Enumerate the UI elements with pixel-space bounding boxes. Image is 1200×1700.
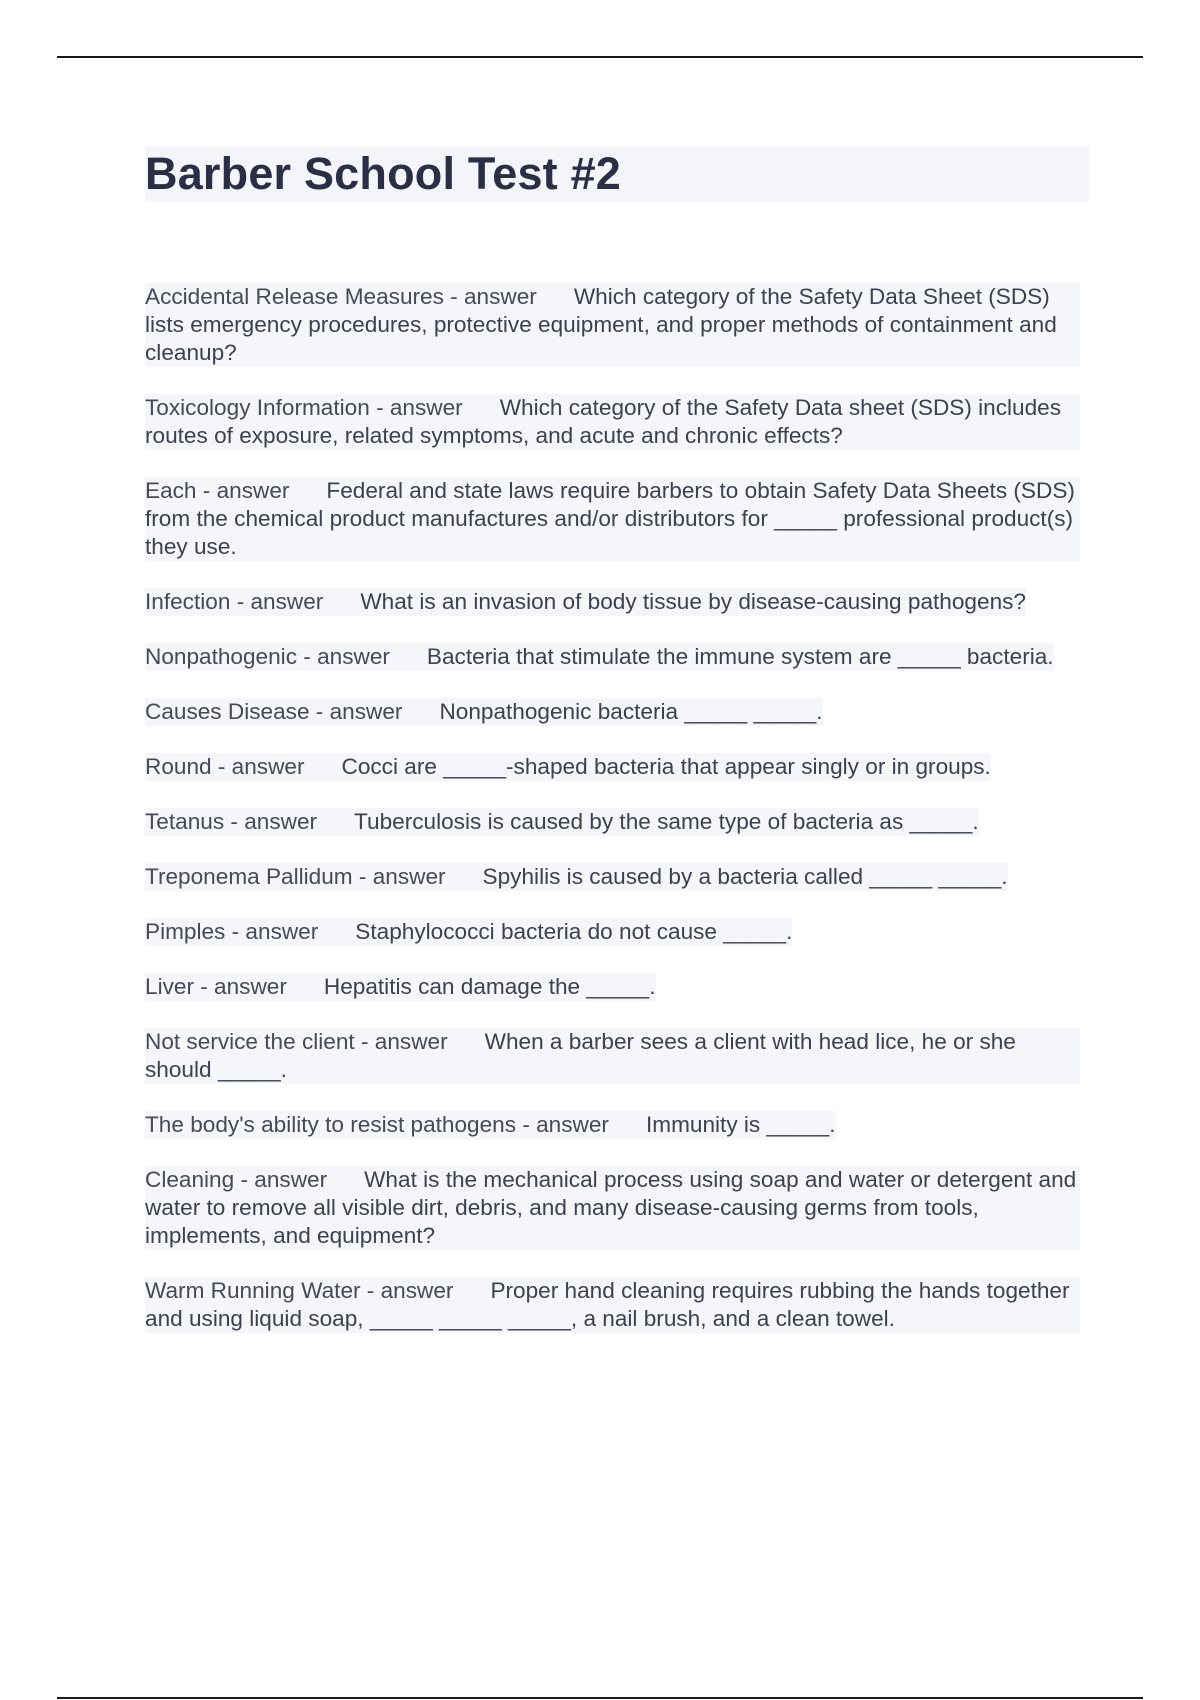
qa-item <box>145 973 656 1001</box>
qa-answer: Nonpathogenic - answer <box>145 644 390 669</box>
qa-answer: Causes Disease - answer <box>145 699 403 724</box>
qa-question: Tuberculosis is caused by the same type of bacteria as _____. <box>354 809 979 834</box>
qa-answer: Tetanus - answer <box>145 809 318 834</box>
page-title: Barber School Test #2 <box>145 148 622 199</box>
title-block <box>145 146 1089 202</box>
qa-question: Cocci are _____-shaped bacteria that appear singly or in groups. <box>341 754 991 779</box>
qa-item <box>145 698 823 726</box>
qa-item <box>145 643 1054 671</box>
bottom-rule <box>57 1697 1143 1699</box>
qa-question: What is the mechanical process using soap and water or detergent and water to remove all visible dirt, debris, and many disease-causing germs from tools, implements, and equipment? <box>145 1167 1077 1248</box>
qa-question: What is an invasion of body tissue by disease-causing pathogens? <box>360 589 1026 614</box>
qa-question: Immunity is _____. <box>645 1112 836 1137</box>
qa-answer: Cleaning - answer <box>145 1167 328 1192</box>
qa-item <box>145 394 1080 450</box>
qa-answer: Toxicology Information - answer <box>145 395 463 420</box>
qa-answer: Infection - answer <box>145 589 324 614</box>
qa-answer: Warm Running Water - answer <box>145 1278 454 1303</box>
qa-question: Staphylococci bacteria do not cause _____. <box>355 919 793 944</box>
qa-question: Proper hand cleaning requires rubbing the hands together and using liquid soap, _____ _____ _____, a nail brush, and a clean towel. <box>145 1278 1070 1331</box>
qa-item <box>145 1277 1080 1333</box>
qa-answer: Each - answer <box>145 478 290 503</box>
qa-question: Bacteria that stimulate the immune system are _____ bacteria. <box>426 644 1054 669</box>
qa-question: Which category of the Safety Data sheet (SDS) includes routes of exposure, related symptoms, and acute and chronic effects? <box>145 395 1062 448</box>
qa-item <box>145 588 1026 616</box>
qa-item <box>145 1028 1080 1084</box>
qa-item <box>145 1166 1080 1250</box>
qa-question: Nonpathogenic bacteria _____ _____. <box>439 699 823 724</box>
qa-answer: Liver - answer <box>145 974 287 999</box>
qa-item <box>145 1111 836 1139</box>
qa-question: When a barber sees a client with head lice, he or she should _____. <box>145 1029 1016 1082</box>
top-rule <box>57 56 1143 58</box>
qa-item <box>145 918 792 946</box>
qa-question: Which category of the Safety Data Sheet (SDS) lists emergency procedures, protective equipment, and proper methods of containment and cleanup? <box>145 284 1057 365</box>
qa-item <box>145 808 979 836</box>
qa-item <box>145 477 1080 561</box>
qa-answer: Treponema Pallidum - answer <box>145 864 446 889</box>
qa-answer: Accidental Release Measures - answer <box>145 284 537 309</box>
qa-item <box>145 283 1080 367</box>
qa-item <box>145 753 991 781</box>
qa-question: Spyhilis is caused by a bacteria called _____ _____. <box>482 864 1008 889</box>
qa-question: Hepatitis can damage the _____. <box>323 974 656 999</box>
qa-answer: The body's ability to resist pathogens - answer <box>145 1112 609 1137</box>
qa-question: Federal and state laws require barbers to obtain Safety Data Sheets (SDS) from the chemical product manufactures and/or distributors for _____ professional product(s) they use. <box>145 478 1075 559</box>
qa-item <box>145 863 1008 891</box>
qa-answer: Not service the client - answer <box>145 1029 448 1054</box>
qa-answer: Pimples - answer <box>145 919 319 944</box>
qa-list <box>145 283 1089 1360</box>
qa-answer: Round - answer <box>145 754 305 779</box>
